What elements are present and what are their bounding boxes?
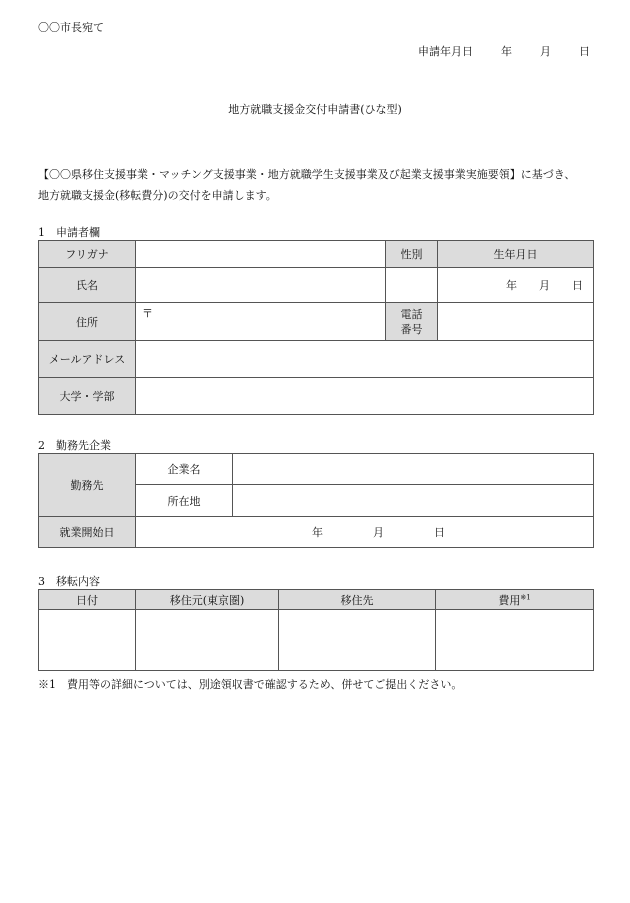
company-name-row [39, 454, 594, 485]
intro-line-1: 【〇〇県移住支援事業・マッチング支援事業・地方就職学生支援事業及び起業支援事業実施要領】に基づき、 [38, 168, 576, 181]
section3-heading: 3 移転内容 [38, 575, 100, 588]
employer-label: 勤務先 [39, 454, 136, 517]
cost-note-mark: ※1 [520, 592, 531, 601]
start-month: 月 [373, 526, 384, 539]
company-location-label: 所在地 [136, 485, 233, 517]
intro-line-2: 地方就職支援金(移転費分)の交付を申請します。 [38, 189, 277, 202]
start-date-field[interactable] [136, 517, 594, 548]
phone-label [386, 303, 438, 341]
furigana-field[interactable] [136, 241, 386, 268]
date-column-header: 日付 [39, 590, 136, 610]
company-location-field[interactable] [233, 485, 594, 517]
destination-column-header: 移住先 [279, 590, 436, 610]
postal-mark: 〒 [142, 307, 153, 320]
birthdate-label: 生年月日 [438, 241, 594, 268]
address-row [39, 303, 594, 341]
relocation-header-row [39, 590, 594, 610]
gender-label: 性別 [386, 241, 438, 268]
email-label: メールアドレス [39, 341, 136, 378]
birth-month: 月 [539, 279, 550, 292]
application-date-day: 日 [579, 45, 590, 58]
start-date-row [39, 517, 594, 548]
university-field[interactable] [136, 378, 594, 415]
furigana-label: フリガナ [39, 241, 136, 268]
applicant-table [38, 240, 594, 415]
phone-field[interactable] [438, 303, 594, 341]
recipient: 〇〇市長宛て [38, 21, 104, 34]
employer-table [38, 453, 594, 548]
name-field[interactable] [136, 268, 386, 303]
start-year: 年 [312, 526, 323, 539]
furigana-row [39, 241, 594, 268]
address-label: 住所 [39, 303, 136, 341]
cost-column-header [436, 590, 594, 610]
section1-heading: 1 申請者欄 [38, 226, 100, 239]
university-label: 大学・学部 [39, 378, 136, 415]
application-date-month: 月 [540, 45, 551, 58]
cost-label: 費用 [498, 593, 521, 607]
company-name-field[interactable] [233, 454, 594, 485]
name-row [39, 268, 594, 303]
birth-year: 年 [506, 279, 517, 292]
birthdate-field[interactable] [438, 268, 594, 303]
section2-heading: 2 勤務先企業 [38, 439, 111, 452]
address-field[interactable] [136, 303, 386, 341]
phone-label-line2: 番号 [400, 322, 423, 336]
relocation-table [38, 589, 594, 671]
phone-label-line1: 電話 [400, 307, 423, 321]
application-date [418, 43, 590, 59]
gender-field[interactable] [386, 268, 438, 303]
footnote: ※1 費用等の詳細については、別途領収書で確認するため、併せてご提出ください。 [38, 678, 463, 691]
company-name-label: 企業名 [136, 454, 233, 485]
email-row [39, 341, 594, 378]
university-row [39, 378, 594, 415]
start-day: 日 [434, 526, 445, 539]
relocation-origin-field[interactable] [136, 610, 279, 671]
start-date-label: 就業開始日 [39, 517, 136, 548]
relocation-destination-field[interactable] [279, 610, 436, 671]
relocation-date-field[interactable] [39, 610, 136, 671]
application-date-label: 申請年月日 [418, 45, 473, 58]
application-date-year: 年 [501, 45, 512, 58]
relocation-entry-row [39, 610, 594, 671]
name-label: 氏名 [39, 268, 136, 303]
document-title: 地方就職支援金交付申請書(ひな型) [228, 103, 402, 116]
email-field[interactable] [136, 341, 594, 378]
origin-column-header: 移住元(東京圏) [136, 590, 279, 610]
birth-day: 日 [572, 279, 583, 292]
relocation-cost-field[interactable] [436, 610, 594, 671]
